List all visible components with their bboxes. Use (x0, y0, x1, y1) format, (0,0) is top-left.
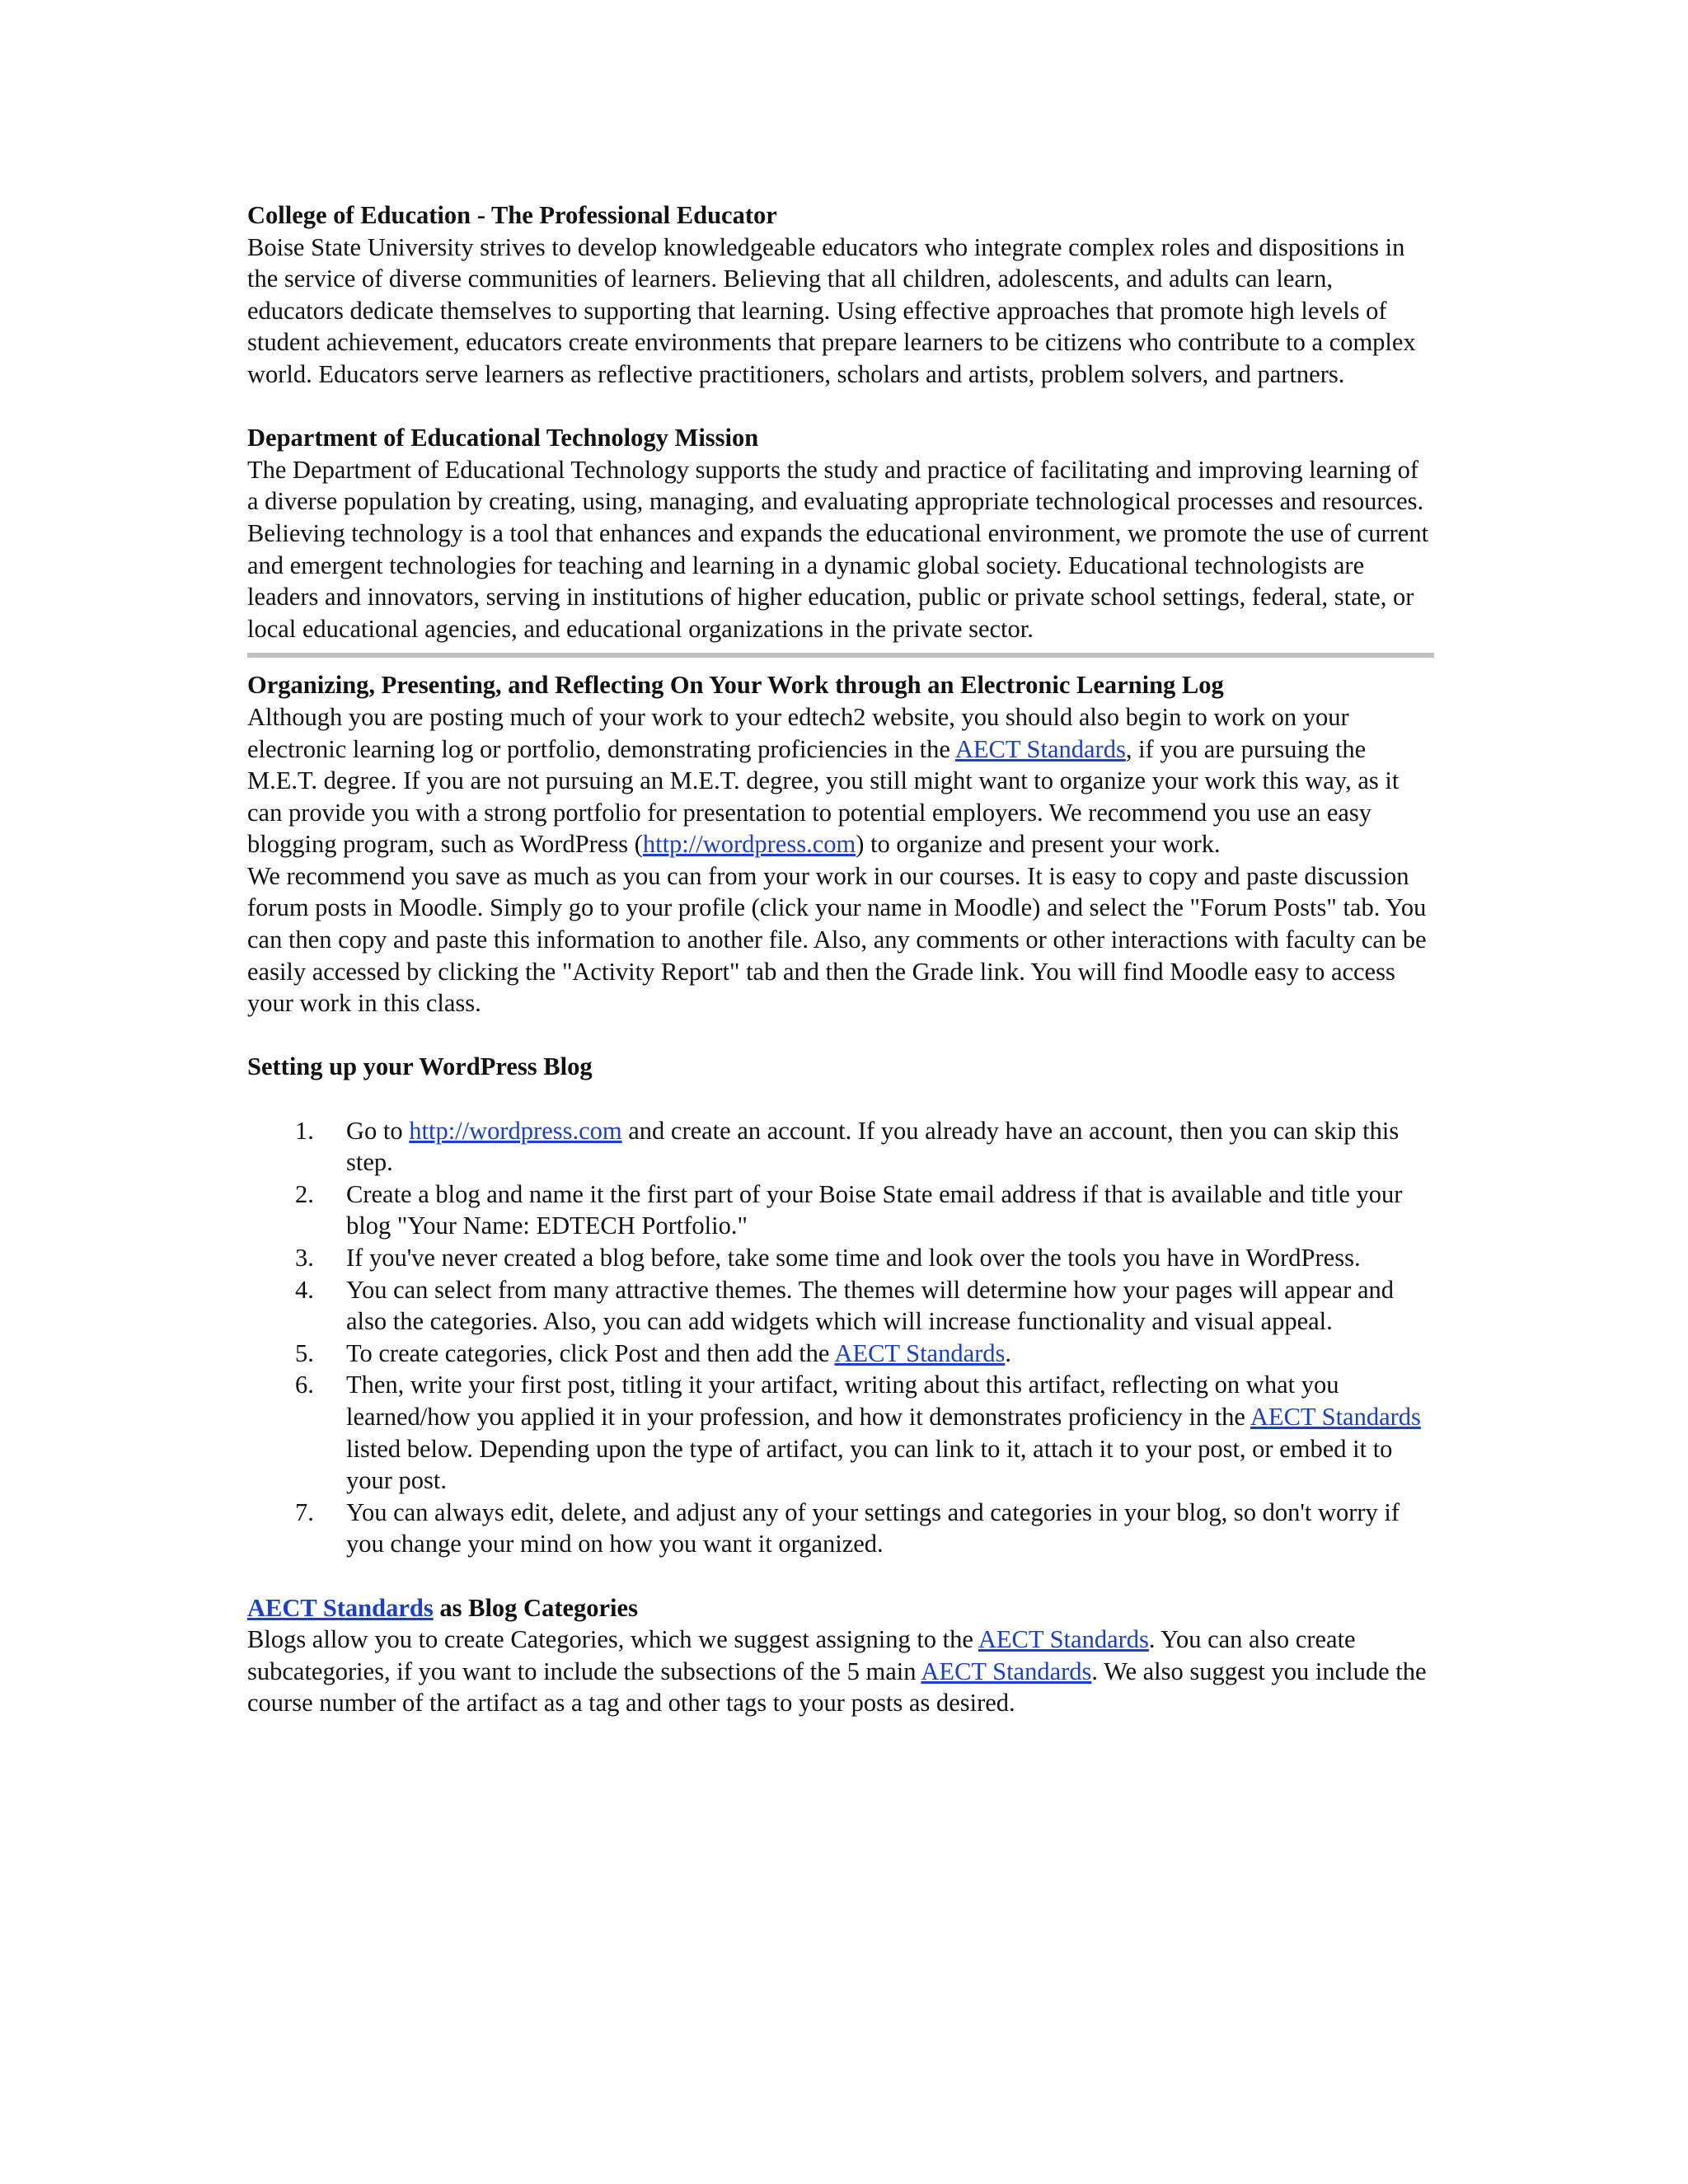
text-run: Blogs allow you to create Categories, which we suggest assigning to the (247, 1625, 978, 1654)
section-heading-wordpress-setup: Setting up your WordPress Blog (247, 1052, 593, 1081)
list-number: 5. (295, 1338, 314, 1367)
text-run: . You can also create subcategories, if you want to include the subsections of the 5 main (247, 1625, 1356, 1685)
list-number: 6. (295, 1371, 314, 1399)
text-run: If you've never created a blog before, take some time and look over the tools you have in WordPress. (346, 1244, 1361, 1272)
wordpress-link[interactable]: http://wordpress.com (642, 830, 856, 859)
paragraph-mission: The Department of Educational Technology supports the study and practice of facilitating and improving learning of a diverse population by creating, using, managing, and evaluating appropriate technological processes and resources. Believing technology is a tool that enhances and expands the educational environment, we promote the use of current and emergent technologies for teaching and learning in a dynamic global society. Educational technologists are leaders and innovators, serving in institutions of higher education, public or private school settings, federal, state, or local educational agencies, and educational organizations in the private sector. (247, 455, 1429, 643)
aect-standards-link[interactable]: AECT Standards (954, 734, 1126, 763)
section-heading-college: College of Education - The Professional Educator (247, 201, 777, 229)
text-run: You can select from many attractive themes. The themes will determine how your pages will appear and also the categories. Also, you can add widgets which will increase functionality and visual appeal. (346, 1275, 1395, 1336)
list-number: 7. (295, 1497, 314, 1526)
list-number: 3. (295, 1244, 314, 1272)
text-run: You can always edit, delete, and adjust any of your settings and categories in your blog, so don't worry if you change your mind on how you want it organized. (346, 1497, 1400, 1558)
aect-standards-link[interactable]: AECT Standards (978, 1625, 1149, 1654)
aect-standards-link[interactable]: AECT Standards (834, 1338, 1006, 1367)
spacer (247, 1019, 1434, 1052)
text-run: Then, write your first post, titling it your artifact, writing about this artifact, reflecting on what you learned/how you applied it in your profession, and how it demonstrates proficiency in the (346, 1371, 1339, 1431)
setup-steps-list (247, 1115, 1434, 1560)
list-item (247, 1497, 1434, 1560)
document-body (247, 199, 1434, 1719)
list-item (247, 1338, 1434, 1370)
text-run: Although you are posting much of your work to your edtech2 website, you should also begin to work on your electronic learning log or portfolio, demonstrating proficiencies in the (247, 702, 1349, 763)
section-heading-mission: Department of Educational Technology Mission (247, 424, 759, 452)
aect-standards-link[interactable]: AECT Standards (921, 1657, 1092, 1685)
text-run: listed below. Depending upon the type of artifact, you can link to it, attach it to your post, or embed it to your post. (346, 1434, 1393, 1495)
section-heading-learning-log: Organizing, Presenting, and Reflecting On Your Work through an Electronic Learning Log (247, 671, 1224, 700)
list-item (247, 1115, 1434, 1179)
spacer (247, 1560, 1434, 1592)
list-number: 1. (295, 1116, 314, 1145)
text-run: Go to (346, 1116, 410, 1145)
paragraph-college: Boise State University strives to develop knowledgeable educators who integrate complex roles and dispositions in the service of diverse communities of learners. Believing that all children, adolescents, and adults can learn, educators dedicate themselves to supporting that learning. Using effective approaches that promote high levels of student achievement, educators create environments that prepare learners to be citizens who contribute to a complex world. Educators serve learners as reflective practitioners, scholars and artists, problem solvers, and partners. (247, 232, 1416, 388)
paragraph-learning-log-2: We recommend you save as much as you can from your work in our courses. It is easy to copy and paste discussion forum posts in Moodle. Simply go to your profile (click your name in Moodle) and select the "Forum Posts" tab. You can then copy and paste this information to another file. Also, any comments or other interactions with faculty can be easily accessed by clicking the "Activity Report" tab and then the Grade link. You will find Moodle easy to access your work in this class. (247, 861, 1427, 1018)
text-run: ) to organize and present your work. (856, 830, 1221, 859)
wordpress-link[interactable]: http://wordpress.com (409, 1116, 622, 1145)
text-run: To create categories, click Post and then add the (346, 1338, 835, 1367)
list-item (247, 1274, 1434, 1338)
list-item (247, 1179, 1434, 1242)
section-heading-blog-categories (247, 1592, 1434, 1624)
paragraph-learning-log-1 (247, 701, 1434, 860)
paragraph-blog-categories (247, 1624, 1434, 1719)
list-number: 4. (295, 1275, 314, 1304)
text-run: , if you are pursuing the M.E.T. degree. If you are not pursuing an M.E.T. degree, you still might want to organize your work this way, as it can provide you with a strong portfolio for presentation to potential employers. We recommend you use an easy blogging program, such as WordPress ( (247, 734, 1400, 859)
text-run: as Blog Categories (433, 1593, 638, 1622)
text-run: . (1005, 1338, 1012, 1367)
list-item (247, 1242, 1434, 1274)
list-number: 2. (295, 1179, 314, 1208)
spacer (247, 391, 1434, 423)
aect-standards-link[interactable]: AECT Standards (247, 1593, 434, 1622)
text-run: and create an account. If you already have an account, then you can skip this step. (346, 1116, 1400, 1177)
list-item (247, 1369, 1434, 1496)
horizontal-divider (247, 653, 1434, 658)
text-run: Create a blog and name it the first part of your Boise State email address if that is available and title your blog "Your Name: EDTECH Portfolio." (346, 1179, 1403, 1240)
aect-standards-link[interactable]: AECT Standards (1250, 1402, 1421, 1431)
spacer (247, 1083, 1434, 1115)
text-run: . We also suggest you include the course number of the artifact as a tag and other tags to your posts as desired. (247, 1657, 1427, 1718)
